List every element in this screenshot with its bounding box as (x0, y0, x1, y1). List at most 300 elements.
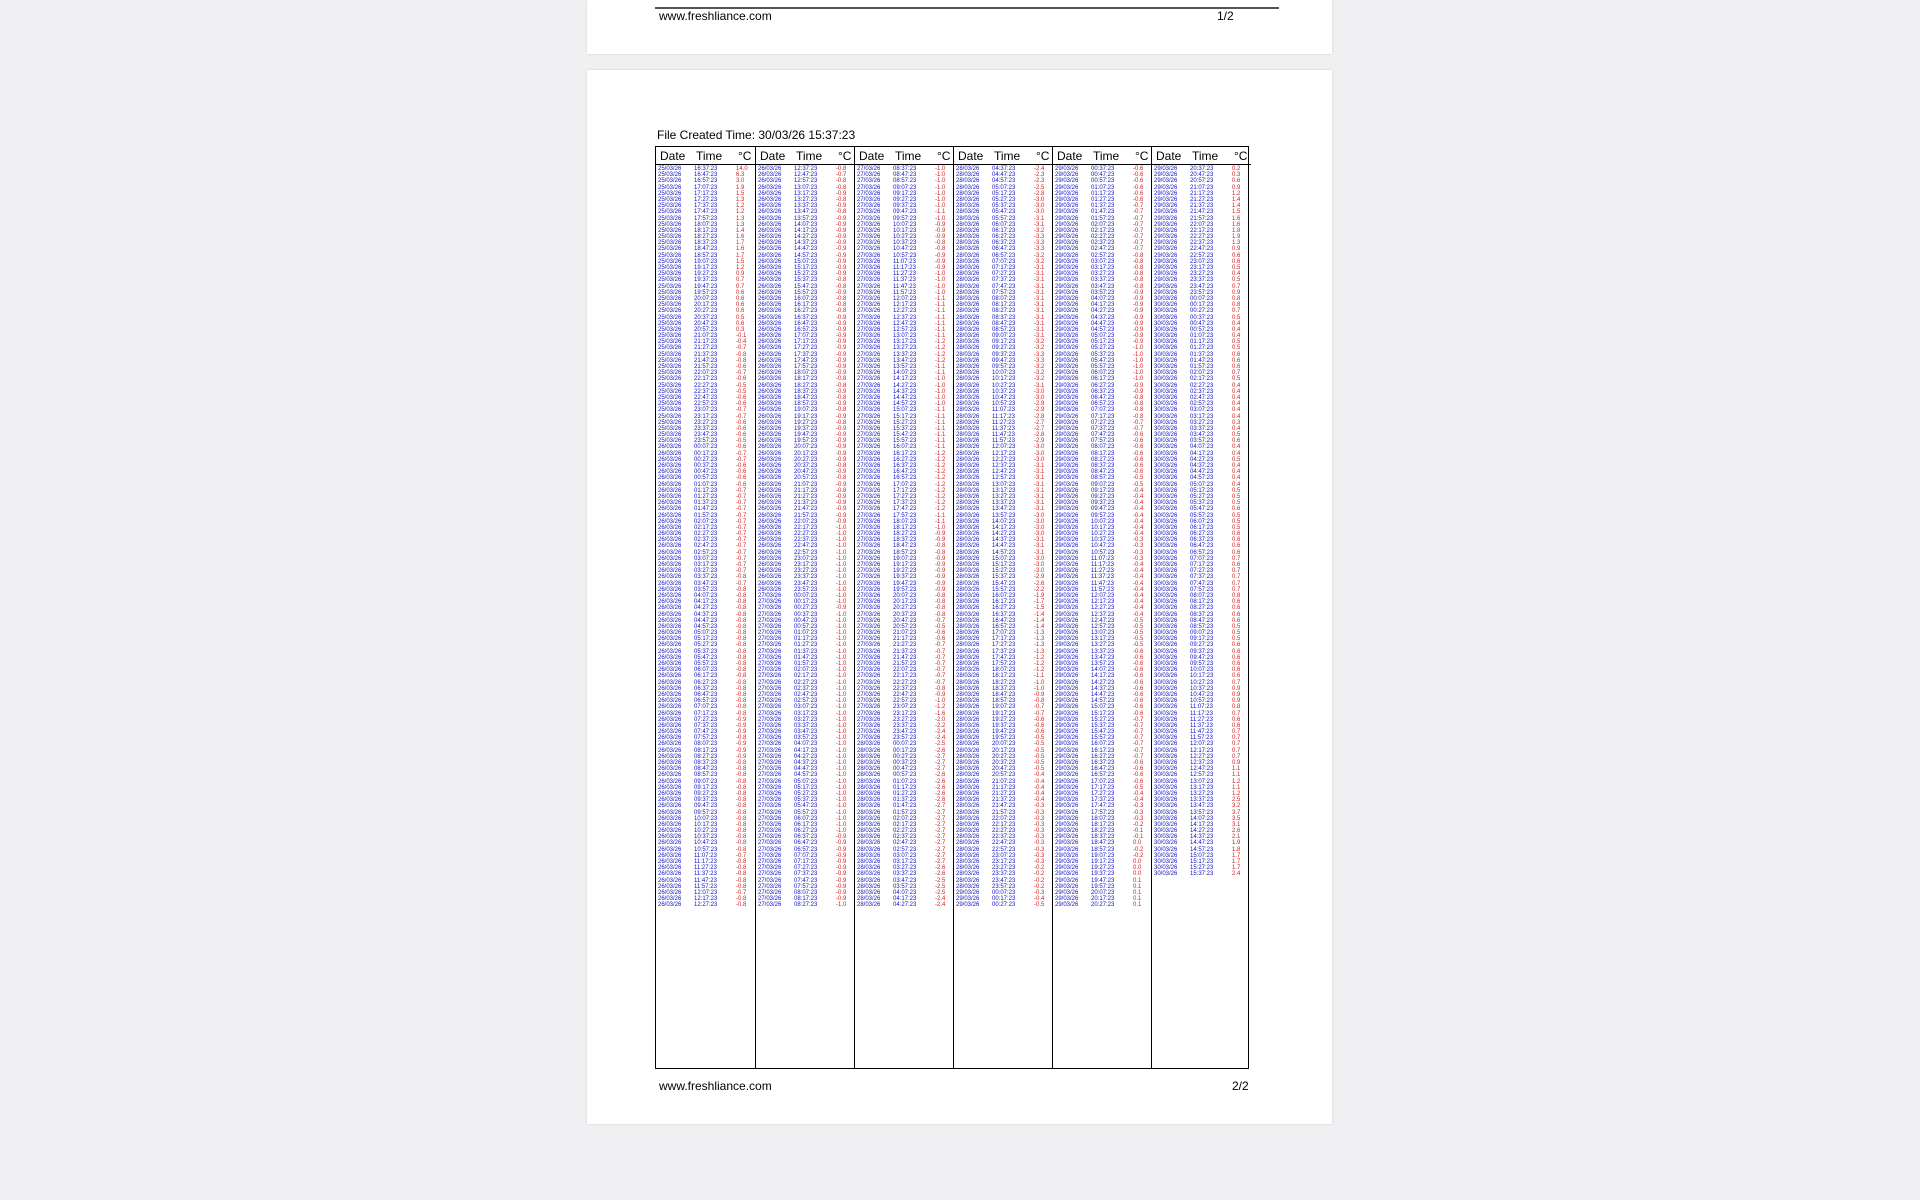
row-date: 27/03/26 (857, 370, 881, 377)
row-temperature: -1.0 (836, 586, 847, 593)
row-temperature: 0.6 (1232, 661, 1241, 667)
row-date: 30/03/26 (1154, 339, 1178, 346)
row-temperature: 0.5 (1232, 277, 1241, 284)
row-date: 26/03/26 (758, 320, 782, 327)
row-time: 18:27:23 (1091, 828, 1115, 835)
row-temperature: -2.9 (1034, 574, 1045, 581)
row-date: 30/03/26 (1154, 432, 1178, 439)
row-date: 28/03/26 (857, 877, 881, 884)
row-date: 27/03/26 (857, 710, 881, 717)
row-date: 29/03/26 (1055, 592, 1079, 599)
row-date: 27/03/26 (857, 221, 881, 228)
header-unit: °C (738, 149, 752, 163)
row-time: 02:07:23 (893, 815, 917, 822)
row-time: 09:57:23 (694, 809, 718, 816)
row-temperature: 0.6 (1232, 667, 1241, 674)
row-date: 27/03/26 (857, 277, 881, 284)
row-time: 05:37:23 (1190, 500, 1214, 507)
row-time: 12:37:23 (893, 314, 917, 321)
row-time: 08:17:23 (1190, 599, 1214, 606)
row-date: 29/03/26 (1055, 784, 1079, 791)
row-date: 28/03/26 (956, 203, 980, 210)
row-date: 26/03/26 (658, 691, 682, 698)
row-temperature: -3.0 (1034, 518, 1045, 525)
row-date: 28/03/26 (956, 240, 980, 247)
row-temperature: 1.9 (736, 184, 745, 191)
row-time: 18:07:23 (794, 370, 818, 377)
row-temperature: -1.2 (1034, 667, 1045, 674)
row-temperature: -3.1 (1034, 481, 1045, 488)
row-temperature: 1.6 (1232, 221, 1241, 228)
row-time: 08:17:23 (1091, 450, 1115, 457)
row-time: 14:37:23 (1190, 834, 1214, 841)
row-time: 08:07:23 (794, 889, 818, 896)
row-temperature: -0.1 (736, 333, 747, 340)
row-temperature: -0.6 (1133, 469, 1144, 476)
row-time: 21:27:23 (893, 642, 917, 649)
row-time: 15:07:23 (1190, 852, 1214, 859)
row-time: 16:17:23 (794, 302, 818, 309)
row-temperature: -0.8 (736, 766, 747, 773)
row-date: 27/03/26 (857, 320, 881, 327)
row-temperature: -3.1 (1034, 487, 1045, 494)
row-date: 29/03/26 (1055, 654, 1079, 661)
row-date: 30/03/26 (1154, 357, 1178, 364)
row-time: 23:47:23 (794, 580, 818, 587)
row-date: 30/03/26 (1154, 407, 1178, 414)
row-date: 28/03/26 (956, 432, 980, 439)
row-date: 27/03/26 (857, 611, 881, 618)
row-temperature: 1.8 (1232, 846, 1241, 853)
row-date: 25/03/26 (658, 227, 682, 234)
row-time: 04:47:23 (1091, 320, 1115, 327)
row-date: 30/03/26 (1154, 871, 1178, 878)
row-temperature: -0.5 (1133, 630, 1144, 637)
row-time: 22:17:23 (893, 673, 917, 680)
row-time: 10:07:23 (1190, 667, 1214, 674)
row-temperature: -0.4 (1133, 592, 1144, 599)
row-temperature: -0.9 (836, 388, 847, 395)
row-date: 27/03/26 (857, 456, 881, 463)
row-date: 28/03/26 (857, 865, 881, 872)
page-2 (587, 70, 1332, 1124)
row-temperature: 0.4 (1232, 388, 1241, 395)
row-time: 21:47:23 (893, 654, 917, 661)
row-time: 15:37:23 (992, 574, 1016, 581)
row-temperature: -0.9 (935, 568, 946, 575)
header-unit: °C (838, 149, 852, 163)
row-date: 28/03/26 (956, 821, 980, 828)
row-temperature: -3.1 (1034, 221, 1045, 228)
row-date: 26/03/26 (658, 512, 682, 519)
row-time: 21:17:23 (694, 339, 718, 346)
row-time: 20:27:23 (992, 753, 1016, 760)
row-date: 30/03/26 (1154, 834, 1178, 841)
row-time: 14:57:23 (992, 549, 1016, 556)
row-temperature: -2.3 (1034, 178, 1045, 185)
row-time: 01:37:23 (1091, 203, 1115, 210)
row-date: 26/03/26 (658, 834, 682, 841)
row-date: 27/03/26 (758, 753, 782, 760)
row-time: 07:07:23 (1091, 407, 1115, 414)
row-time: 05:47:23 (1091, 357, 1115, 364)
row-time: 02:17:23 (1091, 227, 1115, 234)
row-date: 26/03/26 (658, 766, 682, 773)
row-time: 02:37:23 (893, 834, 917, 841)
row-time: 11:57:23 (694, 883, 717, 890)
row-temperature: -3.1 (1034, 320, 1045, 327)
row-time: 13:27:23 (794, 196, 818, 203)
row-time: 01:47:23 (694, 506, 718, 513)
row-time: 18:17:23 (694, 227, 718, 234)
row-temperature: -1.2 (935, 500, 946, 507)
row-temperature: 0.5 (1232, 623, 1241, 630)
row-temperature: -0.7 (935, 661, 946, 667)
row-temperature: -3.1 (1034, 283, 1045, 290)
row-date: 27/03/26 (758, 896, 782, 903)
row-date: 30/03/26 (1154, 815, 1178, 822)
row-time: 13:07:23 (992, 481, 1016, 488)
row-time: 16:17:23 (1091, 747, 1115, 754)
row-date: 25/03/26 (658, 271, 682, 278)
row-time: 03:57:23 (794, 735, 818, 742)
row-date: 28/03/26 (956, 258, 980, 265)
row-time: 05:07:23 (992, 184, 1016, 191)
row-date: 26/03/26 (758, 506, 782, 513)
row-date: 30/03/26 (1154, 828, 1178, 835)
row-date: 27/03/26 (857, 345, 881, 352)
row-date: 25/03/26 (658, 376, 682, 383)
row-time: 02:17:23 (794, 673, 818, 680)
row-date: 29/03/26 (1055, 444, 1079, 451)
row-date: 30/03/26 (1154, 599, 1178, 606)
row-date: 30/03/26 (1154, 382, 1178, 389)
row-time: 18:37:23 (1091, 834, 1115, 841)
row-time: 05:37:23 (794, 797, 818, 804)
row-date: 28/03/26 (956, 667, 980, 674)
row-date: 26/03/26 (758, 271, 782, 278)
row-temperature: -0.9 (935, 221, 946, 228)
row-time: 02:17:23 (1190, 376, 1214, 383)
row-date: 26/03/26 (758, 370, 782, 377)
row-temperature: -0.8 (935, 611, 946, 618)
row-time: 22:07:23 (893, 667, 917, 674)
row-date: 30/03/26 (1154, 753, 1178, 760)
row-temperature: -0.8 (935, 592, 946, 599)
row-date: 29/03/26 (1154, 283, 1178, 290)
row-temperature: -0.9 (935, 227, 946, 234)
row-temperature: -1.0 (935, 172, 946, 179)
row-date: 27/03/26 (857, 667, 881, 674)
header-date: Date (1057, 149, 1083, 163)
row-temperature: -3.1 (1034, 333, 1045, 340)
row-temperature: 0.4 (1232, 463, 1241, 469)
row-time: 20:17:23 (694, 302, 718, 309)
row-time: 11:37:23 (992, 425, 1015, 432)
row-temperature: 1.3 (736, 215, 745, 222)
row-date: 28/03/26 (857, 871, 881, 878)
row-date: 28/03/26 (956, 574, 980, 581)
row-date: 26/03/26 (658, 518, 682, 525)
row-temperature: -0.8 (836, 475, 847, 482)
row-temperature: -1.2 (935, 456, 946, 463)
row-temperature: -0.8 (736, 896, 747, 903)
row-temperature: 0.5 (1232, 487, 1241, 494)
row-time: 22:47:23 (794, 543, 818, 550)
row-time: 00:07:23 (992, 889, 1016, 896)
row-temperature: -0.6 (1133, 661, 1144, 667)
row-time: 20:17:23 (893, 599, 917, 606)
row-date: 29/03/26 (1055, 240, 1079, 247)
row-time: 13:37:23 (1190, 797, 1214, 804)
row-temperature: -0.6 (736, 432, 747, 439)
row-time: 18:17:23 (893, 524, 917, 531)
row-temperature: -1.2 (1034, 654, 1045, 661)
row-temperature: -0.9 (836, 518, 847, 525)
row-temperature: -0.8 (736, 834, 747, 841)
row-time: 16:07:23 (893, 444, 917, 451)
row-time: 23:17:23 (694, 413, 718, 420)
row-date: 27/03/26 (857, 265, 881, 271)
row-time: 08:17:23 (694, 747, 718, 754)
row-temperature: 0.7 (1232, 283, 1241, 290)
row-temperature: -2.4 (935, 735, 946, 742)
row-temperature: -1.4 (1034, 623, 1045, 630)
row-date: 26/03/26 (758, 277, 782, 284)
row-date: 29/03/26 (1154, 227, 1178, 234)
row-date: 28/03/26 (857, 846, 881, 853)
row-time: 10:47:23 (1091, 543, 1115, 550)
header-unit: °C (937, 149, 951, 163)
row-temperature: -1.0 (935, 283, 946, 290)
row-temperature: -1.0 (935, 271, 946, 278)
row-time: 18:47:23 (794, 394, 818, 401)
row-date: 27/03/26 (758, 654, 782, 661)
row-date: 30/03/26 (1154, 661, 1178, 667)
row-temperature: -2.5 (935, 877, 946, 884)
row-date: 29/03/26 (1055, 753, 1079, 760)
row-temperature: 0.0 (1133, 865, 1142, 872)
row-temperature: -1.3 (1034, 642, 1045, 649)
row-time: 20:37:23 (893, 611, 917, 618)
row-time: 00:57:23 (794, 623, 818, 630)
row-temperature: -0.9 (836, 326, 847, 333)
row-date: 29/03/26 (1055, 902, 1079, 909)
row-time: 01:27:23 (893, 790, 917, 797)
row-date: 30/03/26 (1154, 685, 1178, 692)
row-date: 27/03/26 (857, 178, 881, 185)
row-time: 22:17:23 (694, 376, 718, 383)
row-temperature: -0.9 (736, 716, 747, 723)
row-temperature: -3.1 (1034, 289, 1045, 296)
row-time: 02:07:23 (794, 667, 818, 674)
row-temperature: -0.7 (1133, 221, 1144, 228)
row-time: 01:17:23 (1091, 190, 1115, 197)
row-time: 12:17:23 (893, 302, 917, 309)
row-temperature: -0.6 (736, 469, 747, 476)
row-date: 28/03/26 (956, 252, 980, 259)
row-time: 06:07:23 (694, 667, 718, 674)
row-temperature: 0.7 (1232, 735, 1241, 742)
row-date: 28/03/26 (956, 314, 980, 321)
row-time: 08:57:23 (1190, 623, 1214, 630)
row-time: 08:37:23 (893, 166, 917, 172)
row-date: 25/03/26 (658, 277, 682, 284)
row-temperature: -0.6 (1133, 196, 1144, 203)
row-temperature: 0.6 (1232, 258, 1241, 265)
row-temperature: -0.2 (1034, 871, 1045, 878)
row-time: 01:07:23 (1091, 184, 1115, 191)
row-time: 09:47:23 (992, 357, 1016, 364)
row-date: 28/03/26 (857, 821, 881, 828)
row-time: 23:27:23 (992, 865, 1016, 872)
row-date: 26/03/26 (658, 524, 682, 531)
row-temperature: -1.0 (935, 394, 946, 401)
row-date: 26/03/26 (658, 642, 682, 649)
row-time: 13:47:23 (794, 209, 818, 216)
row-date: 26/03/26 (758, 549, 782, 556)
row-time: 10:27:23 (992, 382, 1016, 389)
row-time: 13:37:23 (893, 351, 917, 358)
row-temperature: -0.9 (736, 722, 747, 729)
row-temperature: -0.7 (1133, 203, 1144, 210)
row-time: 00:57:23 (893, 772, 917, 779)
row-date: 28/03/26 (956, 376, 980, 383)
row-time: 11:57:23 (992, 438, 1015, 445)
row-time: 07:27:23 (1091, 419, 1115, 426)
row-temperature: -2.9 (1034, 438, 1045, 445)
row-time: 06:57:23 (992, 252, 1016, 259)
row-temperature: -0.8 (836, 463, 847, 469)
row-date: 30/03/26 (1154, 537, 1178, 544)
row-temperature: -0.7 (1133, 735, 1144, 742)
row-time: 09:27:23 (1190, 642, 1214, 649)
row-temperature: -0.9 (836, 320, 847, 327)
row-time: 04:07:23 (1091, 295, 1115, 302)
row-temperature: -0.9 (836, 364, 847, 370)
row-date: 27/03/26 (857, 203, 881, 210)
row-date: 27/03/26 (857, 661, 881, 667)
row-date: 26/03/26 (658, 537, 682, 544)
row-date: 29/03/26 (1154, 289, 1178, 296)
row-time: 05:57:23 (1190, 512, 1214, 519)
row-temperature: -0.4 (1133, 586, 1144, 593)
row-time: 01:47:23 (794, 654, 818, 661)
row-temperature: 3.0 (736, 178, 745, 185)
row-time: 02:07:23 (1190, 370, 1214, 377)
row-date: 29/03/26 (1154, 178, 1178, 185)
row-time: 11:47:23 (1190, 729, 1213, 736)
row-temperature: -1.0 (935, 166, 946, 172)
row-temperature: -0.9 (1133, 302, 1144, 309)
row-temperature: -1.0 (935, 178, 946, 185)
row-date: 28/03/26 (956, 531, 980, 538)
row-temperature: 0.5 (1232, 339, 1241, 346)
row-temperature: -0.2 (1133, 846, 1144, 853)
row-time: 17:27:23 (694, 196, 718, 203)
row-date: 29/03/26 (1154, 265, 1178, 271)
row-time: 09:47:23 (893, 209, 917, 216)
row-temperature: -0.9 (935, 234, 946, 241)
row-temperature: -0.8 (935, 685, 946, 692)
row-temperature: -0.7 (935, 654, 946, 661)
row-date: 29/03/26 (1055, 432, 1079, 439)
row-time: 12:17:23 (1091, 599, 1115, 606)
header-time: Time (994, 149, 1021, 163)
row-temperature: -0.8 (935, 599, 946, 606)
row-time: 14:27:23 (1091, 679, 1115, 686)
row-time: 15:37:23 (893, 425, 917, 432)
row-temperature: 0.5 (736, 314, 745, 321)
row-time: 18:07:23 (893, 518, 917, 525)
row-date: 29/03/26 (1055, 642, 1079, 649)
row-temperature: 0.7 (1232, 729, 1241, 736)
row-date: 28/03/26 (857, 778, 881, 785)
row-time: 18:37:23 (694, 240, 718, 247)
row-date: 29/03/26 (1154, 258, 1178, 265)
row-date: 27/03/26 (857, 438, 881, 445)
column-header (1053, 147, 1152, 165)
row-date: 26/03/26 (758, 531, 782, 538)
row-date: 30/03/26 (1154, 419, 1178, 426)
row-temperature: -1.1 (935, 419, 946, 426)
row-date: 30/03/26 (1154, 667, 1178, 674)
row-time: 21:37:23 (893, 648, 917, 655)
row-time: 20:27:23 (893, 605, 917, 612)
row-temperature: 0.7 (1232, 741, 1241, 748)
row-time: 07:57:23 (694, 735, 718, 742)
row-temperature: -0.8 (736, 790, 747, 797)
row-time: 09:07:23 (1190, 630, 1214, 637)
row-temperature: 1.5 (736, 190, 745, 197)
row-date: 30/03/26 (1154, 500, 1178, 507)
row-date: 27/03/26 (857, 258, 881, 265)
row-date: 28/03/26 (956, 518, 980, 525)
row-date: 26/03/26 (658, 846, 682, 853)
row-time: 22:27:23 (694, 382, 718, 389)
column-header (954, 147, 1053, 165)
row-temperature: -0.6 (935, 630, 946, 637)
row-date: 26/03/26 (758, 574, 782, 581)
row-time: 19:47:23 (794, 432, 818, 439)
row-time: 22:07:23 (992, 815, 1016, 822)
row-time: 00:37:23 (794, 611, 818, 618)
row-temperature: -0.3 (1133, 549, 1144, 556)
row-date: 29/03/26 (1055, 289, 1079, 296)
row-temperature: 0.6 (1232, 611, 1241, 618)
row-temperature: -1.0 (836, 778, 847, 785)
row-temperature: -0.8 (836, 184, 847, 191)
row-temperature: -1.0 (836, 716, 847, 723)
row-time: 02:17:23 (893, 821, 917, 828)
row-time: 16:27:23 (992, 605, 1016, 612)
row-temperature: 0.5 (1232, 524, 1241, 531)
row-time: 10:17:23 (992, 376, 1016, 383)
row-time: 14:07:23 (1190, 815, 1214, 822)
row-temperature: 6.3 (736, 172, 745, 179)
row-temperature: -0.8 (736, 679, 747, 686)
row-temperature: -0.8 (836, 178, 847, 185)
row-temperature: 0.5 (1232, 518, 1241, 525)
row-date: 30/03/26 (1154, 364, 1178, 370)
row-temperature: 0.6 (1232, 642, 1241, 649)
row-time: 03:57:23 (694, 586, 718, 593)
row-date: 30/03/26 (1154, 493, 1178, 500)
row-date: 25/03/26 (658, 364, 682, 370)
row-date: 28/03/26 (956, 524, 980, 531)
row-temperature: -0.6 (1133, 698, 1144, 705)
row-date: 26/03/26 (658, 735, 682, 742)
